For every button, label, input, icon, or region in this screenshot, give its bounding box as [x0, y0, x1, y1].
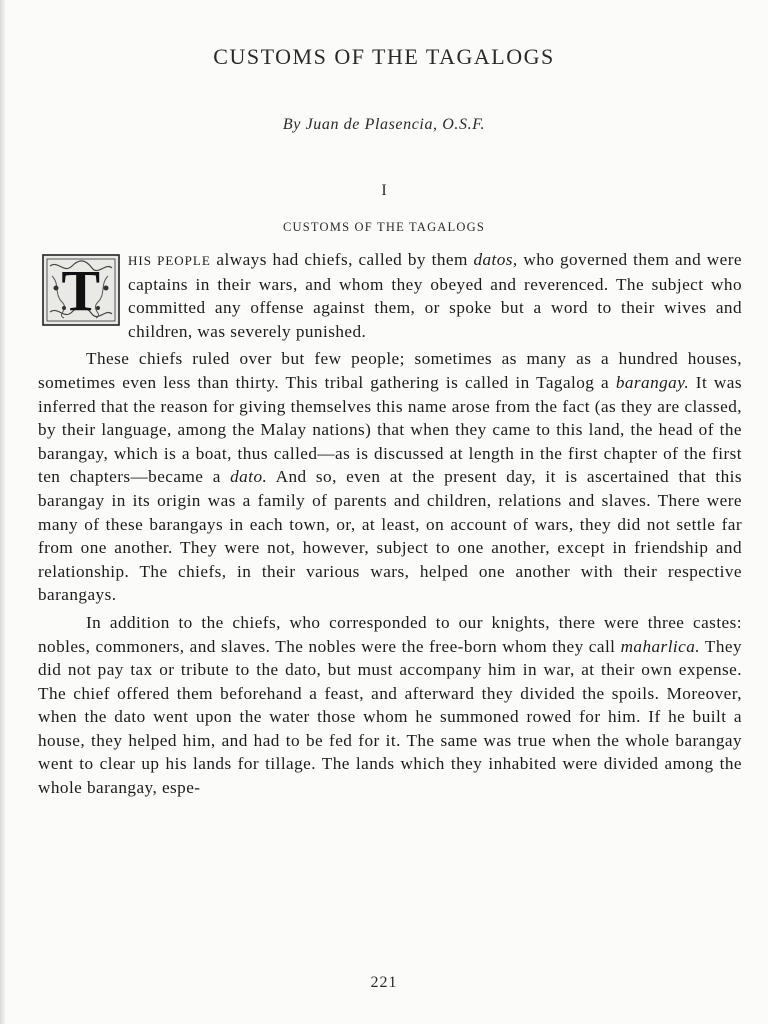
section-heading: CUSTOMS OF THE TAGALOGS: [283, 220, 485, 234]
paragraph-1-text-b: who governed them and were captains in their wars, and whom they obeyed and reverenced. The subject who committed any offense against them, or spoke but a word to their wives and children, was severely punished.: [128, 250, 742, 341]
ornamental-dropcap: [42, 254, 120, 326]
page-edge-shadow: [0, 0, 6, 1024]
svg-text:T: T: [61, 258, 101, 323]
body-text: [38, 248, 742, 800]
paragraph-3-text-b: They did not pay tax or tribute to the dato, but must accompany him in war, at their own expense. The chief offered them beforehand a feast, and afterward they divided the spoils. Moreover, when the dato went upon the water those whom he summoned rowed for him. If he built a house, they helped him, and had to be fed for it. The same was true when the whole barangay went to clear up his lands for tillage. The lands which they inhabited were divided among the whole barangay, espe-: [38, 636, 742, 798]
paragraph-3-italic-maharlica: maharlica.: [620, 636, 701, 656]
page-number: 221: [370, 974, 398, 991]
paragraph-2-italic-barangay: barangay.: [615, 372, 690, 392]
section-number: I: [381, 182, 387, 199]
byline-prefix: By: [282, 116, 306, 133]
paragraph-1-italic-datos: datos,: [473, 250, 518, 269]
paragraph-3-text-a: In addition to the chiefs, who corresponded to our knights, there were three castes: nobles, commoners, and slaves. The nobles were the free-born whom they call: [38, 612, 742, 656]
paragraph-2-text-c: And so, even at the present day, it is ascertained that this barangay in its origin was a family of parents and children, relations and slaves. There were many of these barangays in each town, or, at least, on account of wars, they did not settle far from one another. They were not, however, subject to one another, except in friendship and relationship. The chiefs, in their various wars, helped one another with their respective barangays.: [38, 467, 742, 605]
paragraph-2-italic-dato: dato.: [230, 467, 268, 487]
paragraph-2-text-a: These chiefs ruled over but few people; sometimes as many as a hundred houses, sometimes even less than thirty. This tribal gathering is called in Tagalog a: [38, 349, 742, 392]
paragraph-2: [38, 347, 742, 607]
author-byline: [0, 116, 768, 134]
paragraph-2-text-b: It was inferred that the reason for giving themselves this name arose from the fact (as they are classed, by their language, among the Malay nations) that when they came to this land, the head of the barangay, which is a boat, thus called—as is discussed at length in the first chapter of the first ten chapters—became a: [38, 372, 742, 487]
chapter-title: CUSTOMS OF THE TAGALOGS: [213, 44, 555, 69]
paragraph-3: [38, 611, 742, 800]
paragraph-1-text-a: always had chiefs, called by them: [210, 250, 474, 269]
byline-author: Juan de Plasencia, O.S.F.: [305, 116, 486, 133]
paragraph-1: [38, 248, 742, 343]
opening-smallcaps: HIS PEOPLE: [128, 253, 211, 268]
